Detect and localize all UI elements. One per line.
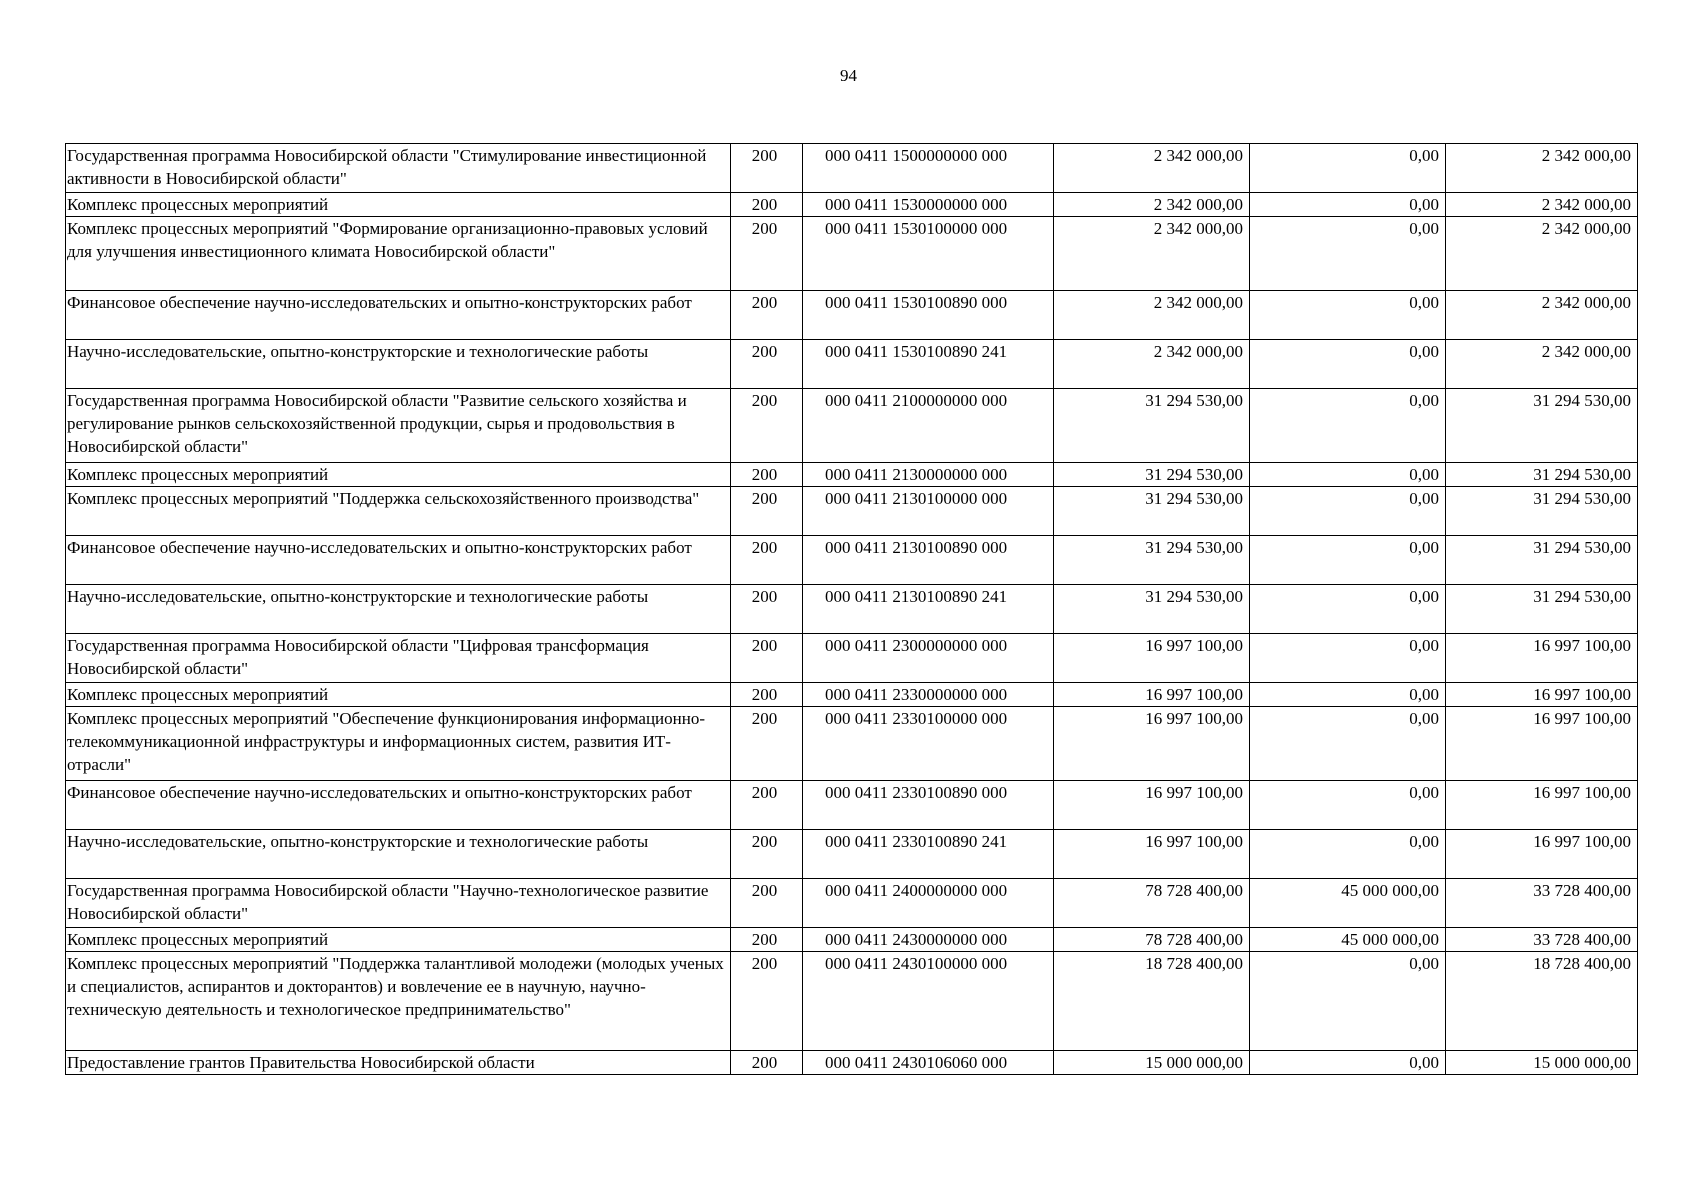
row-total: 2 342 000,00 <box>1054 291 1250 340</box>
row-regional: 2 342 000,00 <box>1446 291 1638 340</box>
row-federal: 0,00 <box>1250 1051 1446 1075</box>
row-regional: 16 997 100,00 <box>1446 707 1638 781</box>
row-grbs: 200 <box>731 1051 803 1075</box>
table-row <box>66 463 1638 487</box>
row-grbs: 200 <box>731 781 803 830</box>
row-regional: 2 342 000,00 <box>1446 340 1638 389</box>
row-total: 2 342 000,00 <box>1054 340 1250 389</box>
row-name: Предоставление грантов Правительства Новосибирской области <box>66 1051 731 1075</box>
row-total: 16 997 100,00 <box>1054 683 1250 707</box>
row-federal: 0,00 <box>1250 217 1446 291</box>
table-row <box>66 634 1638 683</box>
row-grbs: 200 <box>731 952 803 1051</box>
row-grbs: 200 <box>731 830 803 879</box>
row-regional: 15 000 000,00 <box>1446 1051 1638 1075</box>
row-name: Государственная программа Новосибирской области "Цифровая трансформация Новосибирской области" <box>66 634 731 683</box>
row-federal: 0,00 <box>1250 683 1446 707</box>
row-name: Комплекс процессных мероприятий "Обеспечение функционирования информационно-телекоммуникационной инфраструктуры и информационных систем, развития ИТ-отрасли" <box>66 707 731 781</box>
row-name: Комплекс процессных мероприятий <box>66 683 731 707</box>
row-federal: 0,00 <box>1250 707 1446 781</box>
row-grbs: 200 <box>731 536 803 585</box>
row-total: 18 728 400,00 <box>1054 952 1250 1051</box>
row-grbs: 200 <box>731 683 803 707</box>
row-code: 000 0411 2330100890 241 <box>803 830 1054 879</box>
row-regional: 16 997 100,00 <box>1446 683 1638 707</box>
table-row <box>66 1051 1638 1075</box>
table-row <box>66 952 1638 1051</box>
row-total: 2 342 000,00 <box>1054 217 1250 291</box>
table-row <box>66 144 1638 193</box>
row-total: 16 997 100,00 <box>1054 781 1250 830</box>
row-code: 000 0411 2400000000 000 <box>803 879 1054 928</box>
row-code: 000 0411 1500000000 000 <box>803 144 1054 193</box>
row-federal: 0,00 <box>1250 389 1446 463</box>
row-regional: 16 997 100,00 <box>1446 634 1638 683</box>
row-regional: 31 294 530,00 <box>1446 463 1638 487</box>
row-name: Комплекс процессных мероприятий "Поддержка талантливой молодежи (молодых ученых и специалистов, аспирантов и докторантов) и вовлечение ее в научную, научно-техническую деятельность и технологическое предпринимательство" <box>66 952 731 1051</box>
page-number: 94 <box>840 66 857 85</box>
row-federal: 0,00 <box>1250 291 1446 340</box>
row-total: 31 294 530,00 <box>1054 389 1250 463</box>
row-regional: 16 997 100,00 <box>1446 781 1638 830</box>
row-regional: 2 342 000,00 <box>1446 144 1638 193</box>
row-total: 2 342 000,00 <box>1054 144 1250 193</box>
row-name: Финансовое обеспечение научно-исследовательских и опытно-конструкторских работ <box>66 781 731 830</box>
row-code: 000 0411 1530100890 000 <box>803 291 1054 340</box>
row-federal: 0,00 <box>1250 585 1446 634</box>
table-row <box>66 830 1638 879</box>
row-name: Научно-исследовательские, опытно-конструкторские и технологические работы <box>66 585 731 634</box>
table-row <box>66 340 1638 389</box>
row-name: Комплекс процессных мероприятий "Поддержка сельскохозяйственного производства" <box>66 487 731 536</box>
row-regional: 18 728 400,00 <box>1446 952 1638 1051</box>
row-federal: 0,00 <box>1250 952 1446 1051</box>
row-code: 000 0411 2430100000 000 <box>803 952 1054 1051</box>
row-code: 000 0411 2100000000 000 <box>803 389 1054 463</box>
row-federal: 0,00 <box>1250 193 1446 217</box>
row-code: 000 0411 2430106060 000 <box>803 1051 1054 1075</box>
row-grbs: 200 <box>731 463 803 487</box>
row-regional: 2 342 000,00 <box>1446 217 1638 291</box>
row-federal: 45 000 000,00 <box>1250 928 1446 952</box>
table-row <box>66 683 1638 707</box>
row-federal: 45 000 000,00 <box>1250 879 1446 928</box>
row-grbs: 200 <box>731 487 803 536</box>
row-regional: 31 294 530,00 <box>1446 585 1638 634</box>
row-code: 000 0411 2330000000 000 <box>803 683 1054 707</box>
row-regional: 31 294 530,00 <box>1446 389 1638 463</box>
row-regional: 16 997 100,00 <box>1446 830 1638 879</box>
row-grbs: 200 <box>731 707 803 781</box>
table-row <box>66 879 1638 928</box>
row-grbs: 200 <box>731 928 803 952</box>
row-name: Финансовое обеспечение научно-исследовательских и опытно-конструкторских работ <box>66 291 731 340</box>
row-total: 16 997 100,00 <box>1054 830 1250 879</box>
row-name: Государственная программа Новосибирской области "Стимулирование инвестиционной активности в Новосибирской области" <box>66 144 731 193</box>
row-grbs: 200 <box>731 585 803 634</box>
table-row <box>66 389 1638 463</box>
row-name: Государственная программа Новосибирской области "Научно-технологическое развитие Новосибирской области" <box>66 879 731 928</box>
row-total: 2 342 000,00 <box>1054 193 1250 217</box>
table-row <box>66 193 1638 217</box>
row-regional: 2 342 000,00 <box>1446 193 1638 217</box>
budget-table <box>65 143 1638 1075</box>
row-regional: 33 728 400,00 <box>1446 928 1638 952</box>
row-code: 000 0411 2330100000 000 <box>803 707 1054 781</box>
row-grbs: 200 <box>731 389 803 463</box>
row-code: 000 0411 2430000000 000 <box>803 928 1054 952</box>
row-code: 000 0411 2300000000 000 <box>803 634 1054 683</box>
row-total: 16 997 100,00 <box>1054 707 1250 781</box>
row-grbs: 200 <box>731 291 803 340</box>
row-grbs: 200 <box>731 193 803 217</box>
row-name: Финансовое обеспечение научно-исследовательских и опытно-конструкторских работ <box>66 536 731 585</box>
table-row <box>66 291 1638 340</box>
row-total: 31 294 530,00 <box>1054 585 1250 634</box>
row-federal: 0,00 <box>1250 830 1446 879</box>
table-row <box>66 781 1638 830</box>
row-regional: 31 294 530,00 <box>1446 487 1638 536</box>
row-federal: 0,00 <box>1250 463 1446 487</box>
row-code: 000 0411 1530000000 000 <box>803 193 1054 217</box>
row-name: Комплекс процессных мероприятий <box>66 928 731 952</box>
row-federal: 0,00 <box>1250 634 1446 683</box>
row-federal: 0,00 <box>1250 340 1446 389</box>
row-code: 000 0411 2130000000 000 <box>803 463 1054 487</box>
row-grbs: 200 <box>731 217 803 291</box>
row-code: 000 0411 2130100000 000 <box>803 487 1054 536</box>
row-name: Научно-исследовательские, опытно-конструкторские и технологические работы <box>66 830 731 879</box>
row-total: 31 294 530,00 <box>1054 487 1250 536</box>
row-regional: 33 728 400,00 <box>1446 879 1638 928</box>
row-code: 000 0411 1530100000 000 <box>803 217 1054 291</box>
row-name: Государственная программа Новосибирской области "Развитие сельского хозяйства и регулирование рынков сельскохозяйственной продукции, сырья и продовольствия в Новосибирской области" <box>66 389 731 463</box>
table-row <box>66 487 1638 536</box>
row-grbs: 200 <box>731 340 803 389</box>
row-regional: 31 294 530,00 <box>1446 536 1638 585</box>
row-code: 000 0411 2130100890 241 <box>803 585 1054 634</box>
row-federal: 0,00 <box>1250 487 1446 536</box>
row-name: Комплекс процессных мероприятий <box>66 193 731 217</box>
row-name: Комплекс процессных мероприятий <box>66 463 731 487</box>
row-grbs: 200 <box>731 144 803 193</box>
row-total: 15 000 000,00 <box>1054 1051 1250 1075</box>
row-name: Научно-исследовательские, опытно-конструкторские и технологические работы <box>66 340 731 389</box>
row-code: 000 0411 1530100890 241 <box>803 340 1054 389</box>
row-federal: 0,00 <box>1250 536 1446 585</box>
table-row <box>66 707 1638 781</box>
row-total: 31 294 530,00 <box>1054 463 1250 487</box>
row-grbs: 200 <box>731 879 803 928</box>
row-code: 000 0411 2330100890 000 <box>803 781 1054 830</box>
table-row <box>66 928 1638 952</box>
row-total: 31 294 530,00 <box>1054 536 1250 585</box>
row-federal: 0,00 <box>1250 144 1446 193</box>
row-total: 16 997 100,00 <box>1054 634 1250 683</box>
row-grbs: 200 <box>731 634 803 683</box>
row-total: 78 728 400,00 <box>1054 879 1250 928</box>
table-row <box>66 585 1638 634</box>
table-row <box>66 536 1638 585</box>
row-total: 78 728 400,00 <box>1054 928 1250 952</box>
row-federal: 0,00 <box>1250 781 1446 830</box>
row-code: 000 0411 2130100890 000 <box>803 536 1054 585</box>
row-name: Комплекс процессных мероприятий "Формирование организационно-правовых условий для улучшения инвестиционного климата Новосибирской области" <box>66 217 731 291</box>
table-row <box>66 217 1638 291</box>
